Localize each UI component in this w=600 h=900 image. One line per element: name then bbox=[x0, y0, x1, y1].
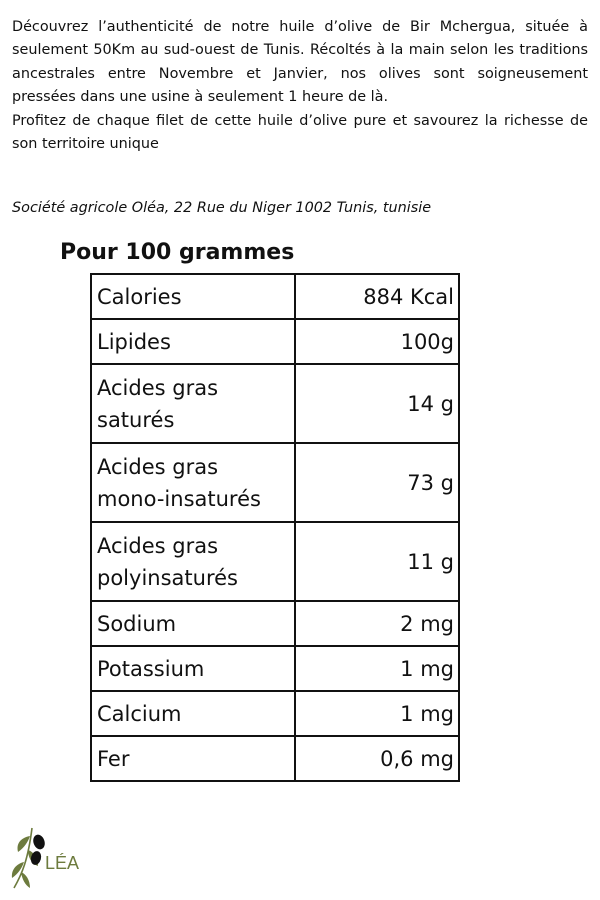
nutrient-value: 11 g bbox=[295, 522, 459, 601]
nutrient-label: Sodium bbox=[91, 601, 295, 646]
company-address: Société agricole Oléa, 22 Rue du Niger 1002 Tunis, tunisie bbox=[12, 200, 432, 216]
table-row bbox=[91, 319, 459, 364]
olea-logo bbox=[8, 822, 88, 892]
table-row bbox=[91, 364, 459, 443]
nutrition-table bbox=[90, 273, 460, 782]
table-row bbox=[91, 736, 459, 781]
nutrient-label: Lipides bbox=[91, 319, 295, 364]
nutrient-label: Calories bbox=[91, 274, 295, 319]
nutrient-value: 73 g bbox=[295, 443, 459, 522]
nutrient-value: 0,6 mg bbox=[295, 736, 459, 781]
table-row bbox=[91, 443, 459, 522]
nutrient-label: Fer bbox=[91, 736, 295, 781]
table-row bbox=[91, 522, 459, 601]
description-paragraph-1: Découvrez l’authenticité de notre huile d’olive de Bir Mchergua, située à seulement 50Km au sud-ouest de Tunis. Récoltés à la main selon les traditions ancestrales entre Novembre et Janvier, nos olives sont soigneusement pressées dans une usine à seulement 1 heure de là. bbox=[12, 19, 588, 106]
logo-text: LÉA bbox=[45, 853, 80, 873]
table-row bbox=[91, 646, 459, 691]
nutrient-value: 1 mg bbox=[295, 646, 459, 691]
nutrient-value: 2 mg bbox=[295, 601, 459, 646]
table-row bbox=[91, 691, 459, 736]
nutrient-label: Acides gras polyinsaturés bbox=[91, 522, 295, 601]
nutrient-label: Acides gras saturés bbox=[91, 364, 295, 443]
nutrient-label: Potassium bbox=[91, 646, 295, 691]
description-paragraph-2: Profitez de chaque filet de cette huile d’olive pure et savourez la richesse de son territoire unique bbox=[12, 112, 588, 153]
nutrient-label: Calcium bbox=[91, 691, 295, 736]
product-description bbox=[12, 16, 588, 156]
olive-branch-icon bbox=[8, 822, 88, 892]
nutrient-value: 884 Kcal bbox=[295, 274, 459, 319]
table-row bbox=[91, 601, 459, 646]
nutrient-value: 1 mg bbox=[295, 691, 459, 736]
table-row bbox=[91, 274, 459, 319]
nutrient-value: 100g bbox=[295, 319, 459, 364]
nutrient-value: 14 g bbox=[295, 364, 459, 443]
nutrient-label: Acides gras mono-insaturés bbox=[91, 443, 295, 522]
nutrition-heading: Pour 100 grammes bbox=[60, 240, 295, 265]
